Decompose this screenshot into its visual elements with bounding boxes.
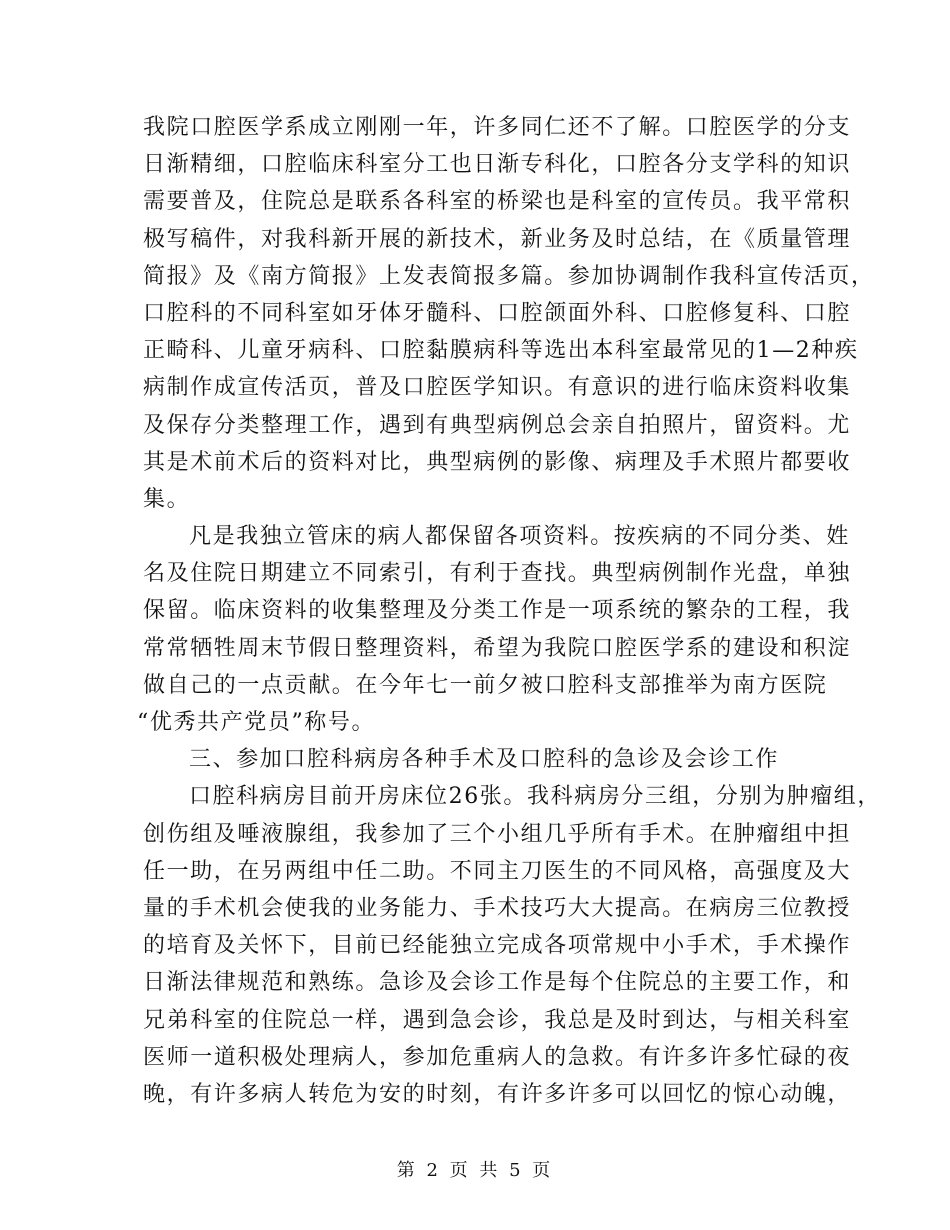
text-line: 口腔科病房目前开房床位26张。我科病房分三组，分别为肿瘤组， [189, 784, 881, 810]
text-line: 常常牺牲周末节假日整理资料，希望为我院口腔医学系的建设和积淀 [143, 635, 852, 661]
text-line: 正畸科、儿童牙病科、口腔黏膜病科等选出本科室最常见的1—2种疾 [143, 338, 859, 364]
text-line: 医师一道积极处理病人，参加危重病人的急救。有许多许多忙碌的夜 [143, 1044, 852, 1070]
paragraph-3 [143, 778, 881, 1113]
text-line: 创伤组及唾液腺组，我参加了三个小组几乎所有手术。在肿瘤组中担 [143, 821, 852, 847]
text-line: 的培育及关怀下，目前已经能独立完成各项常规中小手术，手术操作 [143, 933, 852, 959]
text-line: 日渐精细，口腔临床科室分工也日渐专科化，口腔各分支学科的知识 [143, 152, 852, 178]
text-line: 口腔科的不同科室如牙体牙髓科、口腔颌面外科、口腔修复科、口腔 [143, 300, 852, 326]
section-heading-text: 三、参加口腔科病房各种手术及口腔科的急诊及会诊工作 [189, 747, 780, 773]
text-line: 保留。临床资料的收集整理及分类工作是一项系统的繁杂的工程，我 [143, 598, 852, 624]
text-line: 极写稿件，对我科新开展的新技术，新业务及时总结，在《质量管理 [143, 226, 852, 252]
page-number-label: 第 2 页 共 5 页 [396, 1160, 554, 1181]
text-line: 及保存分类整理工作，遇到有典型病例总会亲自拍照片，留资料。尤 [143, 412, 852, 438]
text-line: 量的手术机会使我的业务能力、手术技巧大大提高。在病房三位教授 [143, 895, 852, 921]
text-line: 凡是我独立管床的病人都保留各项资料。按疾病的不同分类、姓 [189, 524, 850, 550]
text-line: 集。 [143, 486, 191, 512]
text-line: 病制作成宣传活页，普及口腔医学知识。有意识的进行临床资料收集 [143, 375, 852, 401]
text-line: 简报》及《南方简报》上发表简报多篇。参加协调制作我科宣传活页， [143, 263, 875, 289]
text-line: 做自己的一点贡献。在今年七一前夕被口腔科支部推举为南方医院 [143, 672, 828, 698]
paragraph-1 [143, 109, 875, 518]
text-line: “优秀共产党员”称号。 [137, 710, 376, 735]
section-heading [143, 741, 833, 778]
text-line: 需要普及，住院总是联系各科室的桥梁也是科室的宣传员。我平常积 [143, 189, 852, 215]
paragraph-2 [137, 518, 852, 741]
text-line: 我院口腔医学系成立刚刚一年，许多同仁还不了解。口腔医学的分支 [143, 115, 852, 140]
body-text [137, 109, 881, 1113]
text-line: 名及住院日期建立不同索引，有利于查找。典型病例制作光盘，单独 [143, 561, 852, 587]
text-line: 其是术前术后的资料对比，典型病例的影像、病理及手术照片都要收 [143, 449, 852, 475]
text-line: 兄弟科室的住院总一样，遇到急会诊，我总是及时到达，与相关科室 [143, 1007, 852, 1033]
text-line: 日渐法律规范和熟练。急诊及会诊工作是每个住院总的主要工作，和 [143, 970, 852, 996]
text-line: 晚，有许多病人转危为安的时刻，有许多许多可以回忆的惊心动魄， [143, 1081, 852, 1107]
page-footer [0, 1156, 950, 1182]
text-line: 任一助，在另两组中任二助。不同主刀医生的不同风格，高强度及大 [143, 858, 852, 884]
